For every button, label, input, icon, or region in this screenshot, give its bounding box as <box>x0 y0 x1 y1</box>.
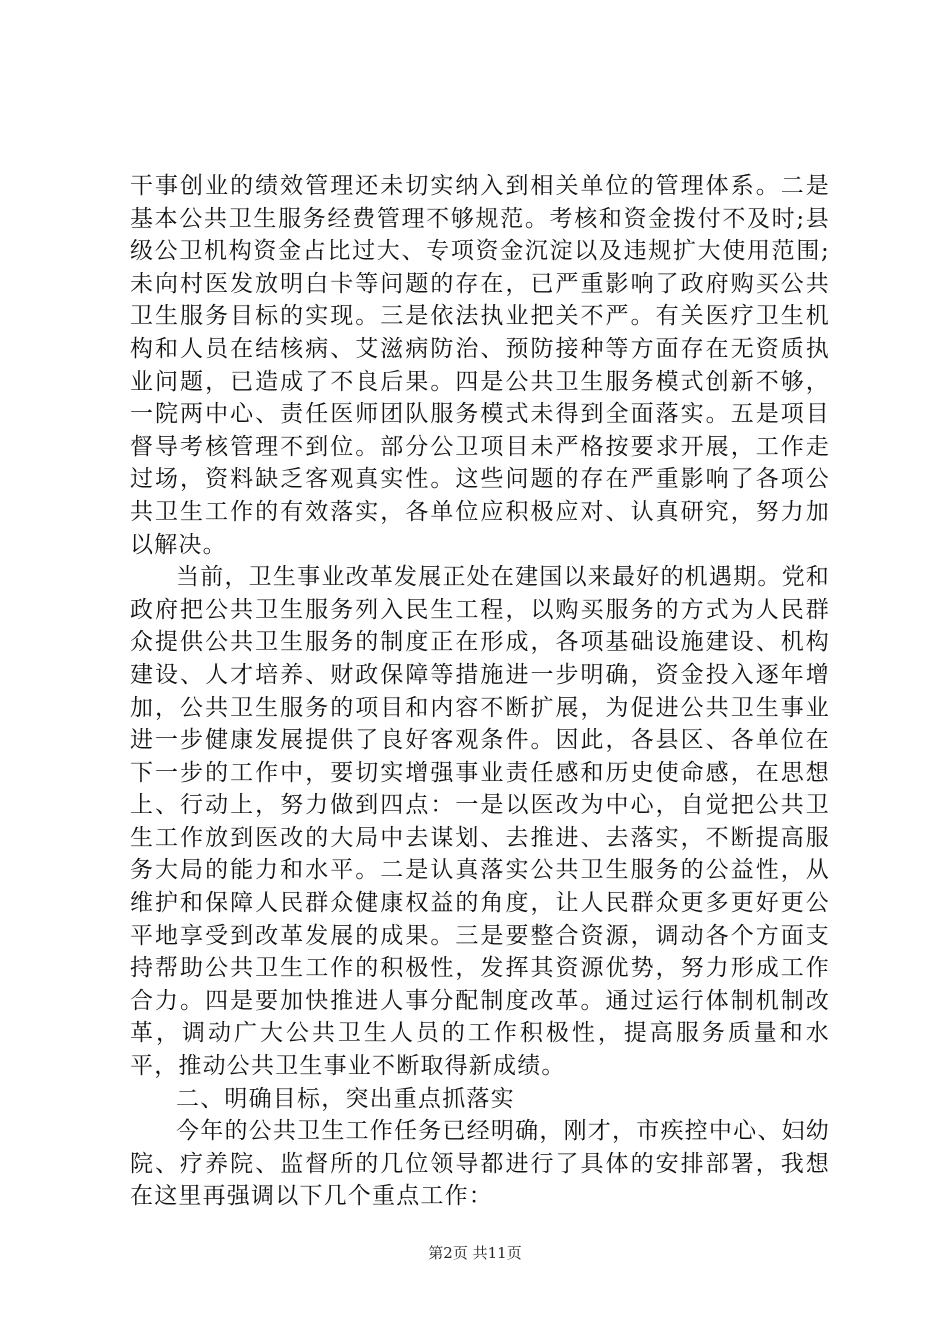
page-footer: 第2页 共11页 <box>428 1244 522 1262</box>
paragraph-tasks-intro: 今年的公共卫生工作任务已经明确，刚才，市疾控中心、妇幼院、疗养院、监督所的几位领导都进行了具体的安排部署，我想在这里再强调以下几个重点工作： <box>130 1118 830 1210</box>
document-body <box>130 170 830 1213</box>
section-heading: 二、明确目标，突出重点抓落实 <box>176 1085 515 1112</box>
paragraph-continuation: 干事创业的绩效管理还未切实纳入到相关单位的管理体系。二是基本公共卫生服务经费管理不够规范。考核和资金拨付不及时;县级公卫机构资金占比过大、专项资金沉淀以及违规扩大使用范围;未向村医发放明白卡等问题的存在，已严重影响了政府购买公共卫生服务目标的实现。三是依法执业把关不严。有关医疗卫生机构和人员在结核病、艾滋病防治、预防接种等方面存在无资质执业问题，已造成了不良后果。四是公共卫生服务模式创新不够，一院两中心、责任医师团队服务模式未得到全面落实。五是项目督导考核管理不到位。部分公卫项目未严格按要求开展，工作走过场，资料缺乏客观真实性。这些问题的存在严重影响了各项公共卫生工作的有效落实，各单位应积极应对、认真研究，努力加以解决。 <box>130 173 830 558</box>
paragraph-current-situation: 当前，卫生事业改革发展正处在建国以来最好的机遇期。党和政府把公共卫生服务列入民生工程，以购买服务的方式为人民群众提供公共卫生服务的制度正在形成，各项基础设施建设、机构建设、人才培养、财政保障等措施进一步明确，资金投入逐年增加，公共卫生服务的项目和内容不断扩展，为促进公共卫生事业进一步健康发展提供了良好客观条件。因此，各县区、各单位在下一步的工作中，要切实增强事业责任感和历史使命感，在思想上、行动上，努力做到四点：一是以医改为中心，自觉把公共卫生工作放到医改的大局中去谋划、去推进、去落实，不断提高服务大局的能力和水平。二是认真落实公共卫生服务的公益性，从维护和保障人民群众健康权益的角度，让人民群众更多更好更公平地享受到改革发展的成果。三是要整合资源，调动各个方面支持帮助公共卫生工作的积极性，发挥其资源优势，努力形成工作合力。四是要加快推进人事分配制度改革。通过运行体制机制改革，调动广大公共卫生人员的工作积极性，提高服务质量和水平，推动公共卫生事业不断取得新成绩。 <box>130 564 830 1080</box>
